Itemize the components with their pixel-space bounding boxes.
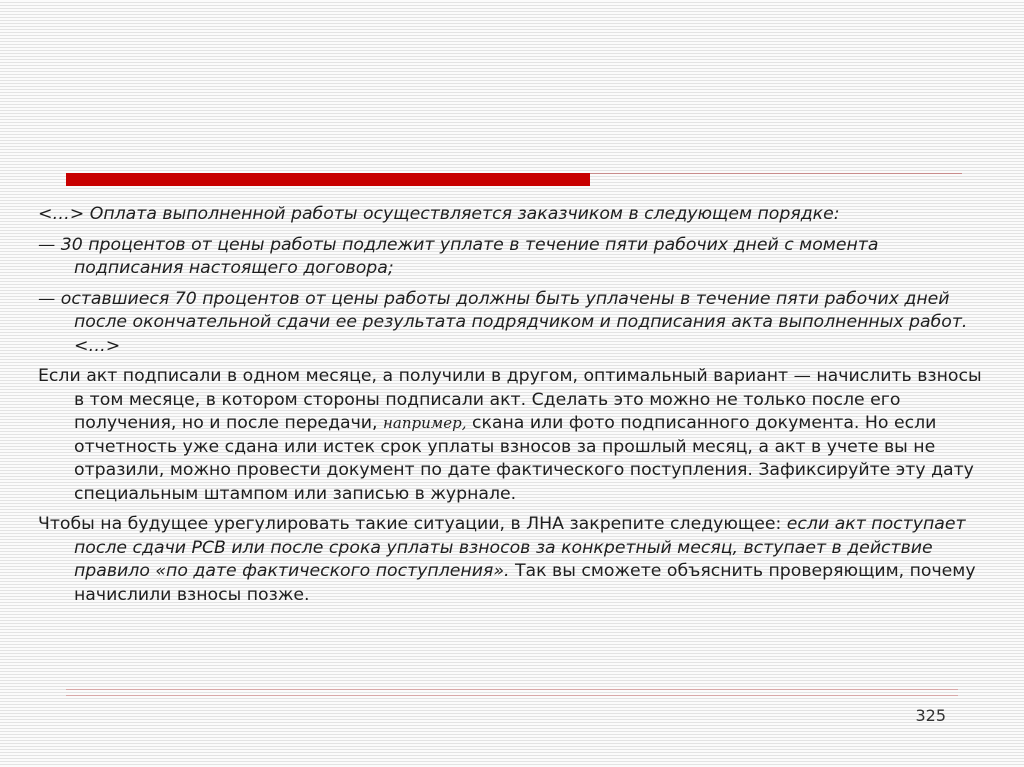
title-accent-rule (590, 173, 962, 174)
explanation-text-end: скана или фото подписанного документа. Но если отчетность уже сдана или истек срок уплаты взносов за прошлый месяц, а акт в учете вы не отразили, можно провести документ по дате фактического поступления. Зафиксируйте эту дату специальным штампом или записью в журнале. (74, 413, 974, 504)
recommendation-rule: если акт поступает после сдачи РСВ или после срока уплаты взносов за конкретный месяц, вступает в действие правило «по дате фактического поступления». (74, 514, 966, 581)
title-accent-bar (66, 173, 590, 186)
page-number: 325 (915, 706, 946, 725)
contract-quote-intro: <…> Оплата выполненной работы осуществляется заказчиком в следующем порядке: (38, 204, 840, 224)
recommendation-text-end: Так вы сможете объяснить проверяющим, почему начислили взносы позже. (74, 561, 976, 605)
footer-rule-lower (66, 695, 958, 696)
footer-rule-upper (66, 689, 958, 690)
contract-quote-item-1: — 30 процентов от цены работы подлежит уплате в течение пяти рабочих дней с момента подписания настоящего договора; (38, 234, 879, 278)
recommendation-paragraph (38, 513, 988, 607)
contract-quote-item-2: — оставшиеся 70 процентов от цены работы должны быть уплачены в течение пяти рабочих дней после окончательной сдачи ее результата подрядчиком и подписания акта выполненных работ. <…> (38, 288, 968, 356)
slide-body (38, 203, 988, 614)
explanation-paragraph (38, 365, 988, 506)
explanation-text-start: Если акт подписали в одном месяце, а получили в другом, оптимальный вариант — начислить взносы в том месяце, в котором стороны подписали акт. Сделать это можно не только после его получения, но и после передачи, (38, 366, 982, 433)
recommendation-text-start: Чтобы на будущее урегулировать такие ситуации, в ЛНА закрепите следующее: (38, 514, 787, 534)
explanation-emphasis: например, (383, 414, 467, 432)
